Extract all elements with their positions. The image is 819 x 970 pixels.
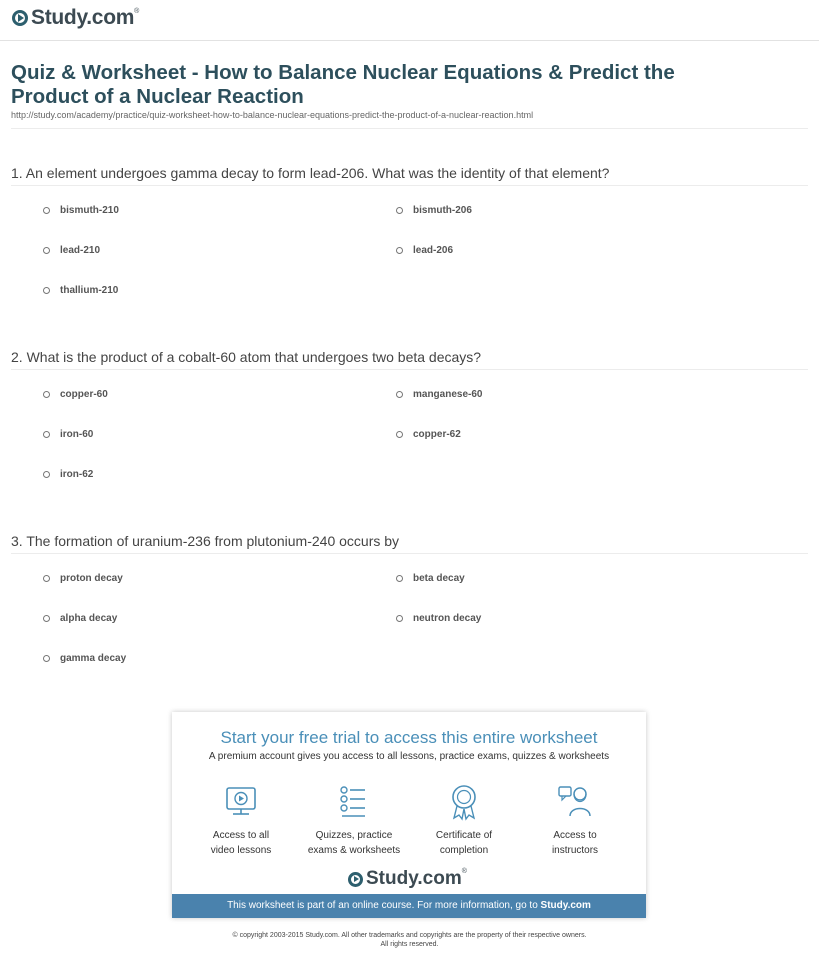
promo-logo-text: Study.com (366, 868, 462, 889)
feature-label-line2: instructors (551, 845, 599, 856)
radio-icon[interactable] (43, 247, 50, 254)
feature-label-line1: Access to (553, 830, 597, 841)
answer-option[interactable] (396, 613, 481, 624)
answer-option[interactable] (43, 205, 119, 216)
radio-icon[interactable] (43, 287, 50, 294)
option-label: beta decay (413, 573, 465, 584)
question-2-divider (11, 369, 808, 370)
option-label: iron-60 (60, 429, 94, 440)
study-logo-icon (12, 10, 28, 26)
answer-option[interactable] (396, 429, 461, 440)
answer-option[interactable] (43, 285, 118, 296)
radio-icon[interactable] (396, 575, 403, 582)
radio-icon[interactable] (396, 207, 403, 214)
radio-icon[interactable] (43, 391, 50, 398)
feature-instructors (520, 782, 630, 858)
promo-subtitle: A premium account gives you access to all lessons, practice exams, quizzes & worksheets (208, 751, 610, 762)
page-title: Quiz & Worksheet - How to Balance Nuclear Equations & Predict the Product of a Nuclear Reaction (11, 61, 675, 108)
feature-label-line1: Quizzes, practice (315, 830, 393, 841)
option-label: thallium-210 (60, 285, 119, 296)
radio-icon[interactable] (396, 247, 403, 254)
question-1: 1. An element undergoes gamma decay to form lead-206. What was the identity of that element? (11, 165, 610, 181)
radio-icon[interactable] (43, 431, 50, 438)
answer-option[interactable] (396, 573, 465, 584)
radio-icon[interactable] (43, 471, 50, 478)
option-label: alpha decay (60, 613, 118, 624)
answer-option[interactable] (43, 245, 100, 256)
option-label: proton decay (60, 573, 123, 584)
question-1-divider (11, 185, 808, 186)
option-label: copper-62 (413, 429, 461, 440)
title-divider (11, 128, 808, 129)
option-label: copper-60 (60, 389, 108, 400)
video-lesson-icon (221, 782, 261, 822)
option-label: iron-62 (60, 469, 94, 480)
option-label: bismuth-206 (413, 205, 472, 216)
promo-logo-trademark: ® (461, 868, 467, 875)
question-3-divider (11, 553, 808, 554)
promo-title[interactable]: Start your free trial to access this entire worksheet (220, 728, 598, 747)
certificate-icon (444, 782, 484, 822)
radio-icon[interactable] (396, 615, 403, 622)
free-trial-promo (172, 712, 646, 918)
copyright-line2: All rights reserved. (380, 941, 439, 948)
feature-label-line2: completion (439, 845, 489, 856)
answer-option[interactable] (43, 573, 123, 584)
quiz-list-icon (334, 782, 374, 822)
answer-option[interactable] (396, 389, 482, 400)
promo-study-logo[interactable] (348, 868, 467, 890)
feature-video-lessons (186, 782, 296, 858)
feature-label-line1: Access to all (212, 830, 270, 841)
radio-icon[interactable] (43, 615, 50, 622)
option-label: bismuth-210 (60, 205, 119, 216)
option-label: neutron decay (413, 613, 482, 624)
study-logo-icon (348, 872, 363, 887)
answer-option[interactable] (43, 469, 93, 480)
page-url: http://study.com/academy/practice/quiz-worksheet-how-to-balance-nuclear-equations-predict-the-product-of-a-nuclear-reaction.html (11, 110, 534, 120)
logo-text: Study.com (31, 6, 135, 29)
header-divider (0, 40, 819, 41)
copyright-footer (0, 931, 819, 949)
banner-link[interactable]: Study.com (540, 900, 591, 911)
answer-option[interactable] (43, 389, 108, 400)
question-2: 2. What is the product of a cobalt-60 atom that undergoes two beta decays? (11, 349, 482, 365)
option-label: lead-210 (60, 245, 101, 256)
copyright-line1: © copyright 2003-2015 Study.com. All other trademarks and copyrights are the property of their respective owners. (232, 932, 587, 939)
answer-option[interactable] (43, 429, 93, 440)
logo-trademark: ® (134, 8, 140, 15)
question-3: 3. The formation of uranium-236 from plutonium-240 occurs by (11, 533, 400, 549)
answer-option[interactable] (43, 653, 126, 664)
option-label: manganese-60 (413, 389, 483, 400)
feature-certificate (409, 782, 519, 858)
feature-label-line2: exams & worksheets (307, 845, 401, 856)
option-label: gamma decay (60, 653, 127, 664)
study-logo[interactable] (12, 6, 139, 30)
radio-icon[interactable] (43, 575, 50, 582)
answer-option[interactable] (396, 205, 472, 216)
feature-label-line1: Certificate of (435, 830, 493, 841)
answer-option[interactable] (43, 613, 117, 624)
feature-quizzes (299, 782, 409, 858)
radio-icon[interactable] (396, 391, 403, 398)
radio-icon[interactable] (396, 431, 403, 438)
answer-option[interactable] (396, 245, 453, 256)
course-info-banner (172, 894, 646, 918)
option-label: lead-206 (413, 245, 454, 256)
instructor-icon (555, 782, 595, 822)
radio-icon[interactable] (43, 655, 50, 662)
radio-icon[interactable] (43, 207, 50, 214)
feature-label-line2: video lessons (210, 845, 272, 856)
banner-text: This worksheet is part of an online course. For more information, go to (227, 900, 541, 911)
